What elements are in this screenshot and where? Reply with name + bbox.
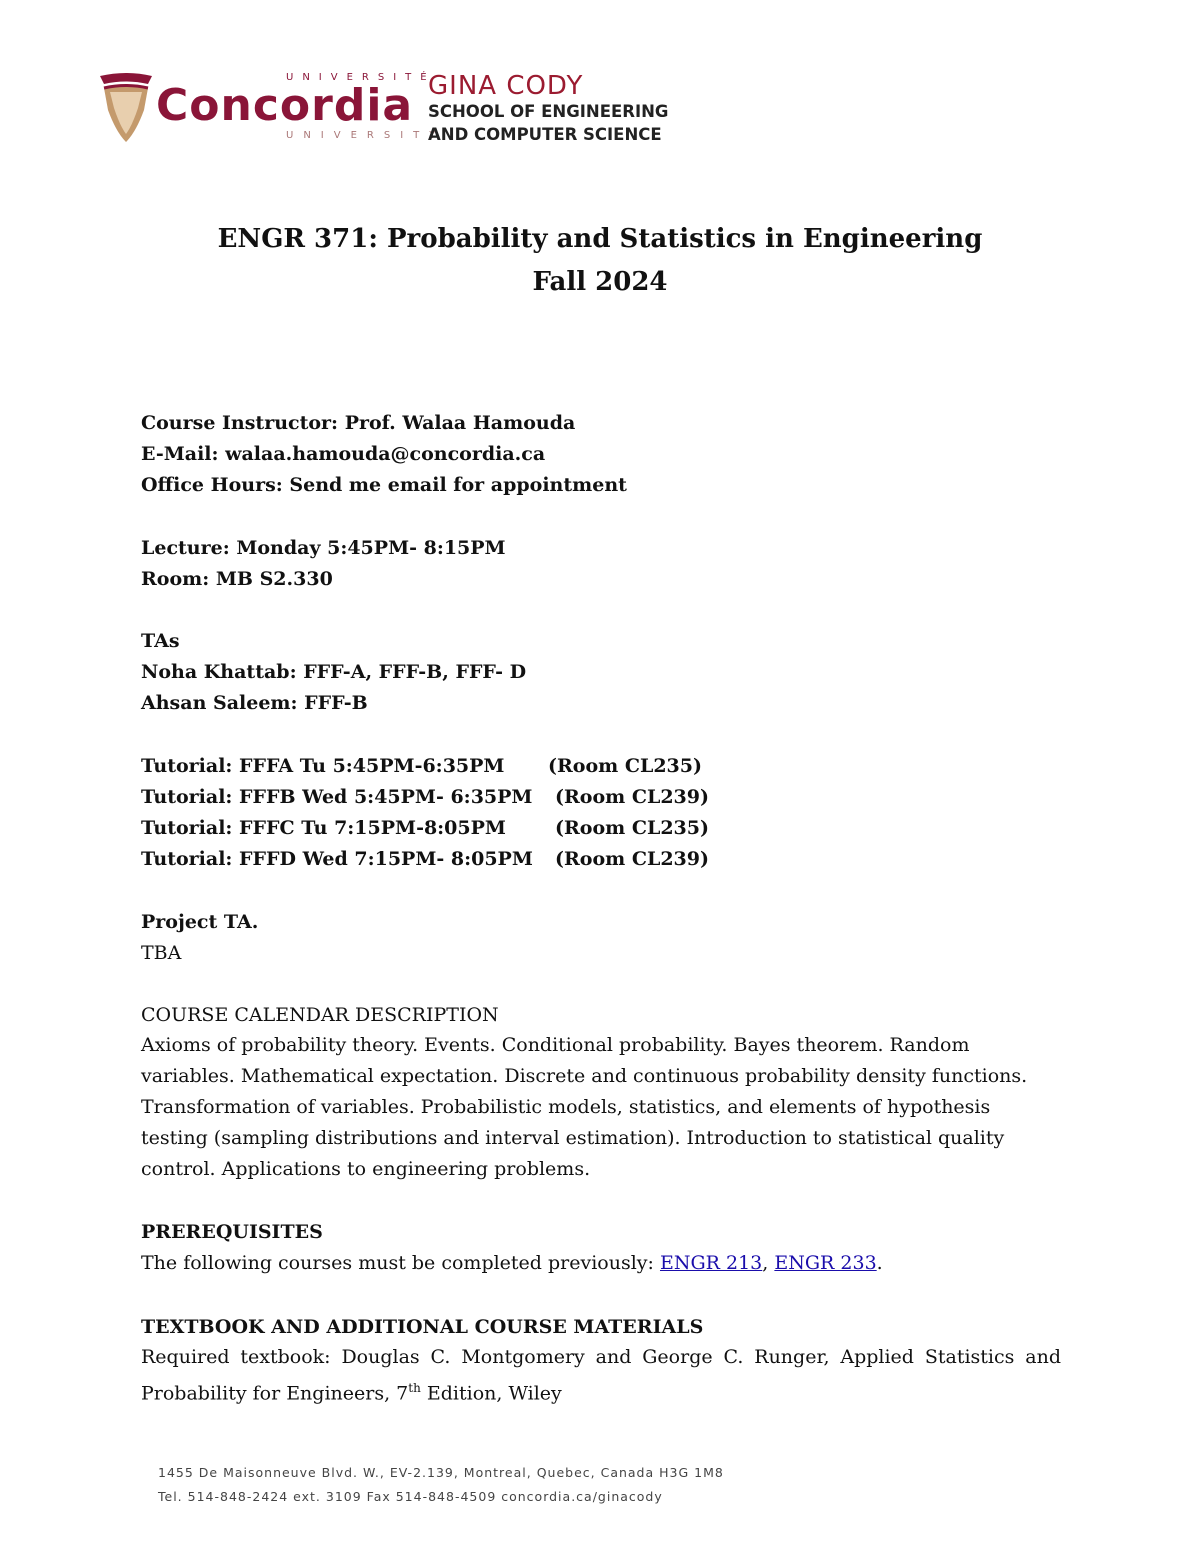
prereq-text — [141, 1251, 883, 1275]
university-top-text: UNIVERSITÉ — [286, 72, 436, 83]
concordia-crest-icon — [96, 70, 156, 146]
tutorial-room: (Room CL239) — [555, 786, 709, 808]
tutorial-text: Tutorial: FFFB Wed 5:45PM- 6:35PM — [141, 786, 533, 808]
instructor-label: Course Instructor: — [141, 412, 339, 434]
engr-233-link[interactable]: ENGR 233 — [774, 1252, 877, 1274]
project-ta-heading: Project TA. — [141, 911, 259, 933]
tutorial-room: (Room CL235) — [555, 817, 709, 839]
tutorial-text: Tutorial: FFFA Tu 5:45PM-6:35PM — [141, 755, 505, 777]
textbook-heading: TEXTBOOK AND ADDITIONAL COURSE MATERIALS — [141, 1316, 704, 1338]
instructor-line — [141, 411, 575, 435]
footer-contact: Tel. 514-848-2424 ext. 3109 Fax 514-848-4509 concordia.ca/ginacody — [158, 1489, 663, 1504]
course-term: Fall 2024 — [532, 267, 668, 297]
calendar-heading: COURSE CALENDAR DESCRIPTION — [141, 1004, 499, 1026]
tutorial-row — [141, 754, 741, 778]
tas-heading: TAs — [141, 630, 180, 652]
tutorial-text: Tutorial: FFFC Tu 7:15PM-8:05PM — [141, 817, 506, 839]
textbook-text-a: Required textbook: Douglas C. Montgomery and George C. Runger, Applied Statistics and Probability for Engineers, 7 — [141, 1346, 1061, 1405]
course-title: ENGR 371: Probability and Statistics in Engineering — [217, 224, 983, 254]
school-line-2: AND COMPUTER SCIENCE — [428, 125, 662, 144]
calendar-description: Axioms of probability theory. Events. Conditional probability. Bayes theorem. Random variables. Mathematical expectation. Discrete and continuous probability density functions. Transformation of variables. Probabilistic models, statistics, and elements of hypothesis testing (sampling distributions and interval estimation). Introduction to statistical quality control. Applications to engineering problems. — [141, 1034, 1028, 1180]
engr-213-link[interactable]: ENGR 213 — [659, 1252, 763, 1274]
prereq-heading: PREREQUISITES — [141, 1221, 323, 1243]
tutorial-room: (Room CL239) — [555, 848, 709, 870]
project-ta-value: TBA — [141, 942, 182, 964]
prereq-sentence: The following courses must be completed previously: — [141, 1252, 660, 1274]
prereq-end: . — [876, 1252, 883, 1274]
gina-cody-title: GINA CODY — [428, 71, 584, 101]
office-hours: Office Hours: Send me email for appointment — [141, 474, 627, 496]
instructor-name: Prof. Walaa Hamouda — [344, 412, 576, 434]
lecture-time: Lecture: Monday 5:45PM- 8:15PM — [141, 537, 506, 559]
lecture-room: Room: MB S2.330 — [141, 568, 333, 590]
concordia-logo — [96, 66, 446, 148]
instructor-email: E-Mail: walaa.hamouda@concordia.ca — [141, 443, 546, 465]
school-line-1: SCHOOL OF ENGINEERING — [428, 102, 669, 121]
textbook-edition-sup: th — [408, 1381, 421, 1395]
gina-cody-school-logo — [428, 72, 668, 146]
tutorial-text: Tutorial: FFFD Wed 7:15PM- 8:05PM — [141, 848, 533, 870]
textbook-text-b: Edition, Wiley — [420, 1382, 562, 1405]
tutorial-row — [141, 816, 741, 840]
tutorial-room: (Room CL235) — [548, 755, 702, 777]
footer-address: 1455 De Maisonneuve Blvd. W., EV-2.139, Montreal, Quebec, Canada H3G 1M8 — [158, 1465, 724, 1480]
ta-noha: Noha Khattab: FFF-A, FFF-B, FFF- D — [141, 661, 527, 683]
university-bottom-text: UNIVERSITY — [286, 130, 446, 141]
tutorial-row — [141, 785, 741, 809]
textbook-text — [141, 1342, 1061, 1409]
ta-ahsan: Ahsan Saleem: FFF-B — [141, 692, 368, 714]
tutorial-row — [141, 847, 741, 871]
prereq-separator: , — [762, 1252, 775, 1274]
university-name: Concordia — [156, 80, 414, 131]
